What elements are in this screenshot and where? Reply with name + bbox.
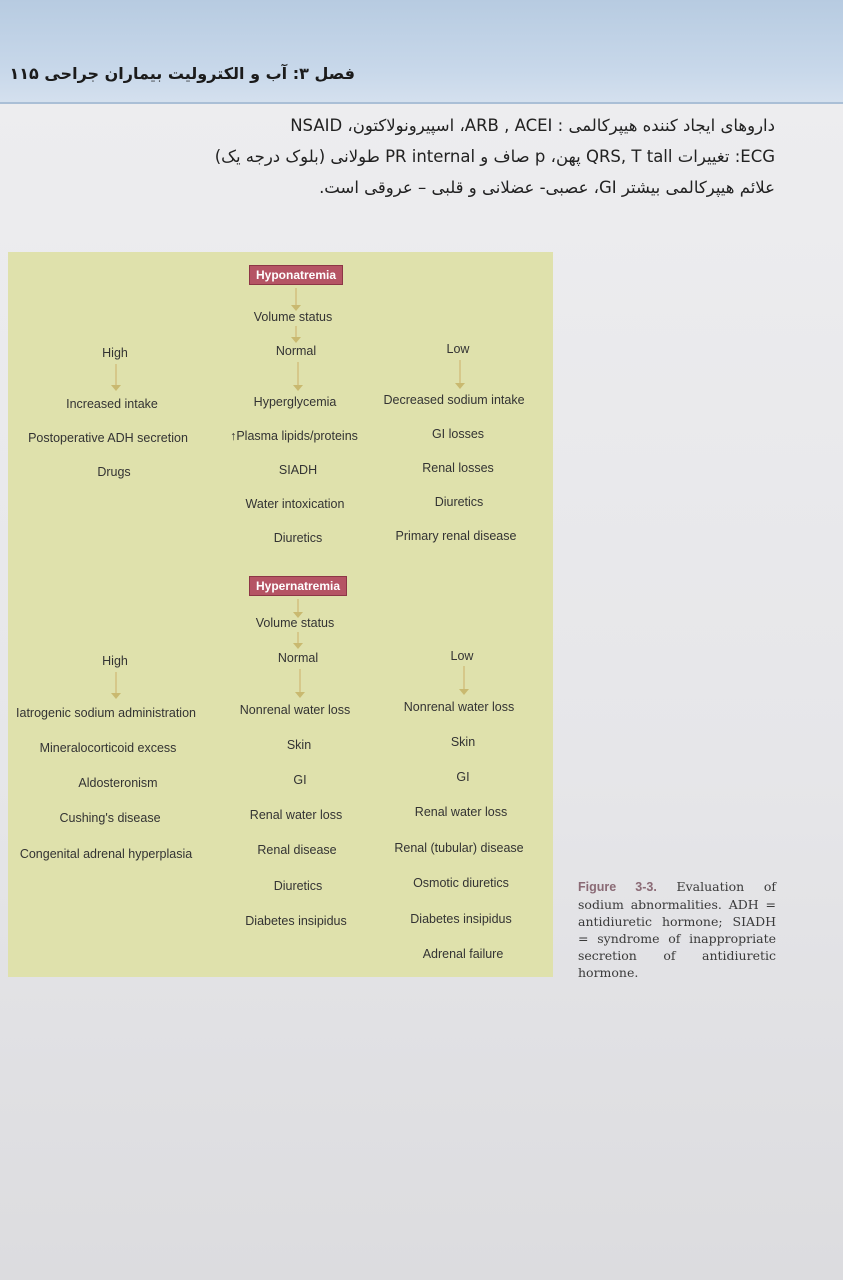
hyper-high-label: High bbox=[102, 654, 128, 668]
hypo-high-label: High bbox=[102, 346, 128, 360]
hyper-low-item: Osmotic diuretics bbox=[413, 876, 509, 890]
page-number: ۱۱۵ bbox=[9, 64, 39, 83]
body-line-3: علائم هیپرکالمی بیشتر GI، عصبی- عضلانی و قلبی – عروقی است. bbox=[319, 178, 775, 197]
hyper-low-item: Adrenal failure bbox=[422, 947, 504, 961]
arrow-down-icon bbox=[295, 288, 297, 306]
hyper-low-item: Skin bbox=[450, 735, 476, 749]
hypo-normal-item: ↑Plasma lipids/proteins bbox=[230, 429, 358, 443]
flowchart-panel bbox=[8, 252, 553, 977]
chapter-title-text: فصل ۳: آب و الکترولیت بیماران جراحی bbox=[44, 64, 355, 83]
hyper-high-item: Congenital adrenal hyperplasia bbox=[19, 847, 193, 861]
hyper-normal-item: Diuretics bbox=[273, 879, 323, 893]
hyper-normal-item: Skin bbox=[286, 738, 312, 752]
arrow-down-icon bbox=[297, 599, 299, 613]
hypo-high-item: Postoperative ADH secretion bbox=[28, 431, 188, 445]
hyper-high-item: Iatrogenic sodium administration bbox=[16, 706, 196, 720]
chapter-title bbox=[9, 64, 355, 83]
hypo-volume-status: Volume status bbox=[253, 310, 333, 324]
hypo-low-item: GI losses bbox=[431, 427, 485, 441]
hyper-low-item: Renal (tubular) disease bbox=[394, 841, 524, 855]
hyper-low-label: Low bbox=[450, 649, 474, 663]
arrow-down-icon bbox=[115, 364, 117, 386]
hyper-low-item: GI bbox=[456, 770, 470, 784]
arrow-down-icon bbox=[297, 362, 299, 386]
hypernatremia-title: Hypernatremia bbox=[249, 576, 347, 596]
hypo-normal-item: Diuretics bbox=[273, 531, 323, 545]
hypo-low-item: Diuretics bbox=[434, 495, 484, 509]
hypo-normal-item: Water intoxication bbox=[245, 497, 345, 511]
hypo-normal-item: Hyperglycemia bbox=[253, 395, 337, 409]
hypo-low-label: Low bbox=[446, 342, 470, 356]
hyper-high-item: Cushing's disease bbox=[59, 811, 161, 825]
arrow-down-icon bbox=[295, 326, 297, 338]
hyper-normal-label: Normal bbox=[277, 651, 319, 665]
hyper-volume-status: Volume status bbox=[255, 616, 335, 630]
figure-caption-text: Evaluation of sodium abnormalities. ADH = antidiuretic hormone; SIADH = syndrome of inappropriate secretion of antidiuretic hormone. bbox=[578, 879, 776, 980]
hyper-normal-item: Nonrenal water loss bbox=[239, 703, 351, 717]
hypo-low-item: Decreased sodium intake bbox=[383, 393, 525, 407]
hyponatremia-title: Hyponatremia bbox=[249, 265, 343, 285]
hyper-low-item: Nonrenal water loss bbox=[403, 700, 515, 714]
body-text bbox=[155, 110, 775, 203]
arrow-down-icon bbox=[299, 669, 301, 693]
hypo-low-item: Renal losses bbox=[422, 461, 494, 475]
hypo-normal-item: SIADH bbox=[278, 463, 318, 477]
hyper-normal-item: Diabetes insipidus bbox=[245, 914, 347, 928]
hyper-high-item: Mineralocorticoid excess bbox=[39, 741, 177, 755]
bleed-through-text bbox=[600, 340, 604, 356]
chapter-header bbox=[0, 0, 843, 104]
hyper-normal-item: GI bbox=[293, 773, 307, 787]
body-line-1: داروهای ایجاد کننده هیپرکالمی : ARB , ACEI، اسپیرونولاکتون، NSAID bbox=[290, 116, 775, 135]
body-line-2: ECG: تغییرات QRS, T tall پهن، p صاف و PR internal طولانی (بلوک درجه یک) bbox=[214, 147, 775, 166]
hyper-normal-item: Renal water loss bbox=[249, 808, 343, 822]
arrow-down-icon bbox=[297, 632, 299, 644]
hypo-low-item: Primary renal disease bbox=[395, 529, 517, 543]
hyper-low-item: Renal water loss bbox=[414, 805, 508, 819]
hypo-high-item: Drugs bbox=[97, 465, 131, 479]
hypo-normal-label: Normal bbox=[275, 344, 317, 358]
hyper-normal-item: Renal disease bbox=[257, 843, 337, 857]
figure-label: Figure 3-3. bbox=[578, 880, 657, 894]
arrow-down-icon bbox=[463, 666, 465, 690]
hypo-high-item: Increased intake bbox=[66, 397, 158, 411]
figure-caption bbox=[578, 878, 776, 981]
hyper-high-item: Aldosteronism bbox=[78, 776, 158, 790]
hyper-low-item: Diabetes insipidus bbox=[410, 912, 512, 926]
arrow-down-icon bbox=[115, 672, 117, 694]
arrow-down-icon bbox=[459, 360, 461, 384]
